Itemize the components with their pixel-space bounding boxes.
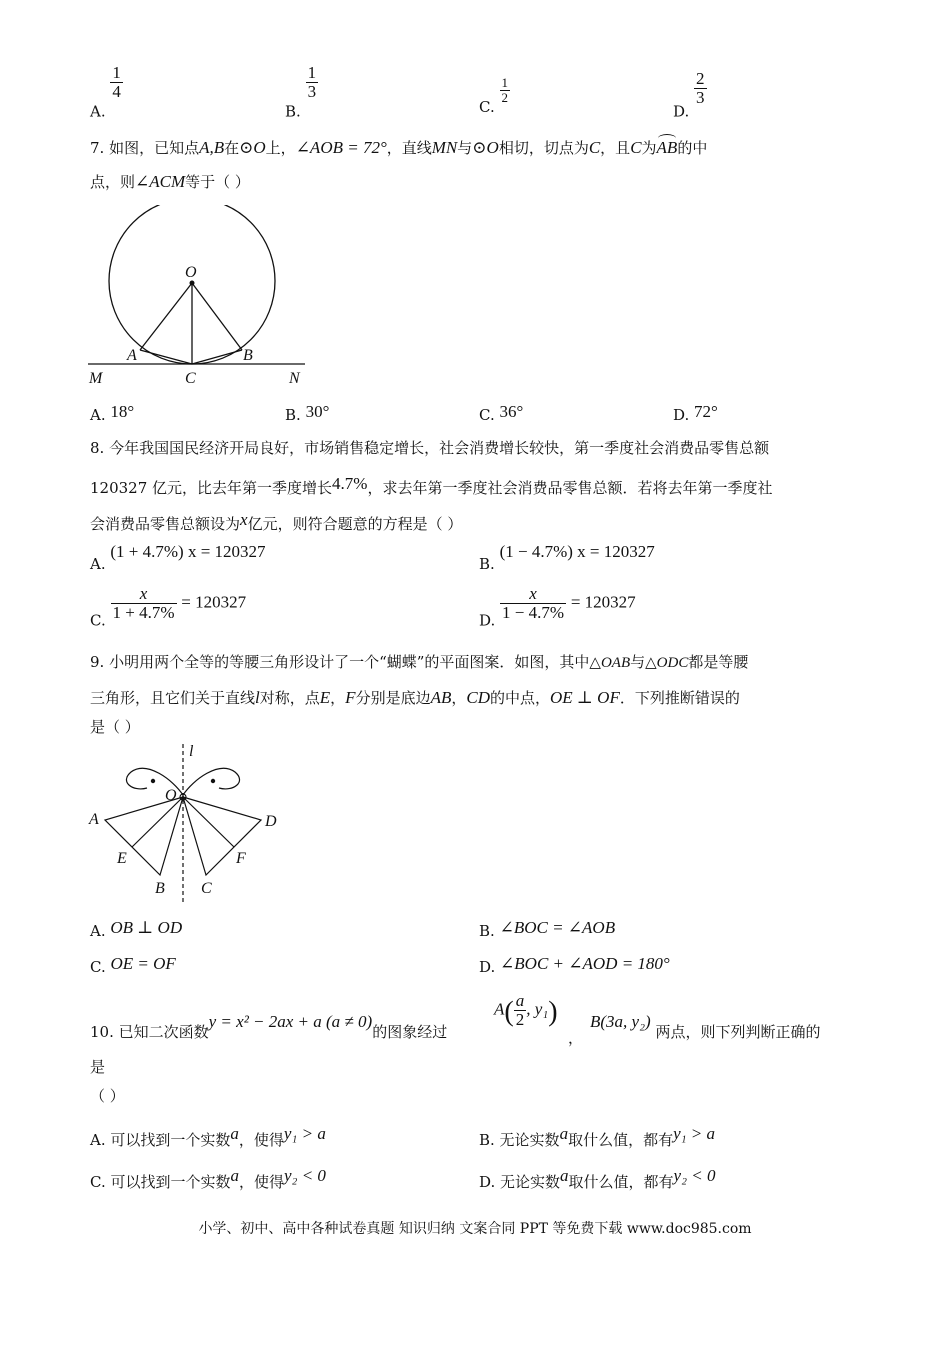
q9-line-3: 是（ ） xyxy=(90,718,140,736)
q9-option-b: B. ∠BOC = ∠AOB xyxy=(479,918,616,940)
segment-oa xyxy=(140,283,192,350)
q7-circle-figure xyxy=(85,205,315,390)
q9-option-a: A. OB ⊥ OD xyxy=(90,918,183,940)
q8-option-b: B. (1 − 4.7%) x = 120327 xyxy=(479,542,655,573)
fraction: $\frac{1}{4}$ xyxy=(112,63,121,101)
q10-point-a: A( $\frac{a}{2}$ , y₁) xyxy=(494,991,558,1029)
q10-line-1c: B(3a, y₂) 两点，则下列判断正确的 xyxy=(590,1012,821,1041)
label-m: M xyxy=(89,370,103,387)
q9-line-2: 三角形，且它们关于直线l对称，点E，F分别是底边AB，CD的中点，OE ⊥ OF．下列推断错误的 xyxy=(90,688,740,707)
label-o: O xyxy=(185,264,197,281)
q7-option-d: D. 72° xyxy=(673,402,718,424)
label-l: l xyxy=(189,743,194,760)
q7-line-2: 点，则∠ACM等于（ ） xyxy=(90,172,250,191)
q10-option-a: A. 可以找到一个实数a，使得y₁ > a xyxy=(90,1124,326,1149)
label-b: B xyxy=(243,347,253,364)
segment-ac xyxy=(140,350,192,364)
fraction: $\frac{a}{2}$ xyxy=(515,991,525,1029)
fraction: $\frac{x}{1 + 4.7\%}$ xyxy=(112,584,175,622)
q9-line-1: 9. 小明用两个全等的等腰三角形设计了一个“蝴蝶”的平面图案．如图，其中△OAB与△ODC都是等腰 xyxy=(90,653,749,671)
q10-line-1b: ， xyxy=(568,1029,584,1047)
arc-ab: AB xyxy=(656,138,678,157)
q10-option-b: B. 无论实数a取什么值，都有y₁ > a xyxy=(479,1124,716,1149)
q10-line-1: 10. 已知二次函数y = x² − 2ax + a (a ≠ 0)的图象经过 xyxy=(90,1012,448,1041)
q7-option-c: C. 36° xyxy=(479,402,524,424)
q6-option-a: A. $\frac{1}{4}$ xyxy=(90,63,121,121)
q8-option-a: A. (1 + 4.7%) x = 120327 xyxy=(90,542,266,573)
fraction: $\frac{1}{2}$ xyxy=(501,75,508,105)
q6-option-d: D. $\frac{2}{3}$ xyxy=(673,69,705,121)
segment-bc xyxy=(192,350,242,364)
q10-option-d: D. 无论实数a取什么值，都有y₂ < 0 xyxy=(479,1166,716,1191)
q6-option-b: B. $\frac{1}{3}$ xyxy=(285,63,317,121)
q8-line-2: 120327 亿元，比去年第一季度增长4.7%，求去年第一季度社会消费品零售总额．若将去年第一季度社 xyxy=(90,474,773,497)
label-a: A xyxy=(89,811,99,828)
antenna-dot-left xyxy=(151,779,155,783)
label-a: A xyxy=(127,347,137,364)
antenna-dot-right xyxy=(211,779,215,783)
q7-line-1: 7. 如图，已知点A,B在⊙O上，∠AOB = 72°，直线MN与⊙O相切，切点为C，且C为AB的中 xyxy=(90,138,708,157)
fraction: $\frac{2}{3}$ xyxy=(696,69,705,107)
q10-line-2: 是 xyxy=(90,1058,106,1076)
fraction: $\frac{x}{1 - 4.7\%}$ xyxy=(502,584,565,622)
q8-option-c: C. $\frac{x}{1 + 4.7\%}$ = 120327 xyxy=(90,584,247,630)
fraction: $\frac{1}{3}$ xyxy=(307,63,317,101)
q8-option-d: D. $\frac{x}{1 - 4.7\%}$ = 120327 xyxy=(479,584,636,630)
label-e: E xyxy=(117,850,127,867)
q8-line-3: 会消费品零售总额设为x亿元，则符合题意的方程是（ ） xyxy=(90,510,463,533)
label-b: B xyxy=(155,880,165,897)
label-c: C xyxy=(185,370,196,387)
q9-option-d: D. ∠BOC + ∠AOD = 180° xyxy=(479,954,670,976)
q9-option-c: C. OE = OF xyxy=(90,954,176,976)
q8-line-1: 8. 今年我国国民经济开局良好，市场销售稳定增长，社会消费增长较快，第一季度社会消费品零售总额 xyxy=(90,439,770,457)
segment-ob xyxy=(192,283,242,350)
label-n: N xyxy=(289,370,300,387)
point-o xyxy=(190,281,195,286)
q7-option-b: B. 30° xyxy=(285,402,330,424)
q9-butterfly-figure xyxy=(85,742,290,907)
label-o: O xyxy=(165,787,177,804)
q10-line-3: （ ） xyxy=(90,1087,125,1105)
q10-option-c: C. 可以找到一个实数a，使得y₂ < 0 xyxy=(90,1166,326,1191)
q7-option-a: A. 18° xyxy=(90,402,135,424)
label-c: C xyxy=(201,880,212,897)
label-d: D xyxy=(265,813,277,830)
page-footer: 小学、初中、高中各种试卷真题 知识归纳 文案合同 PPT 等免费下载 www.doc985.com xyxy=(198,1221,752,1237)
label-f: F xyxy=(236,850,246,867)
q6-option-c: C. $\frac{1}{2}$ xyxy=(479,75,508,117)
